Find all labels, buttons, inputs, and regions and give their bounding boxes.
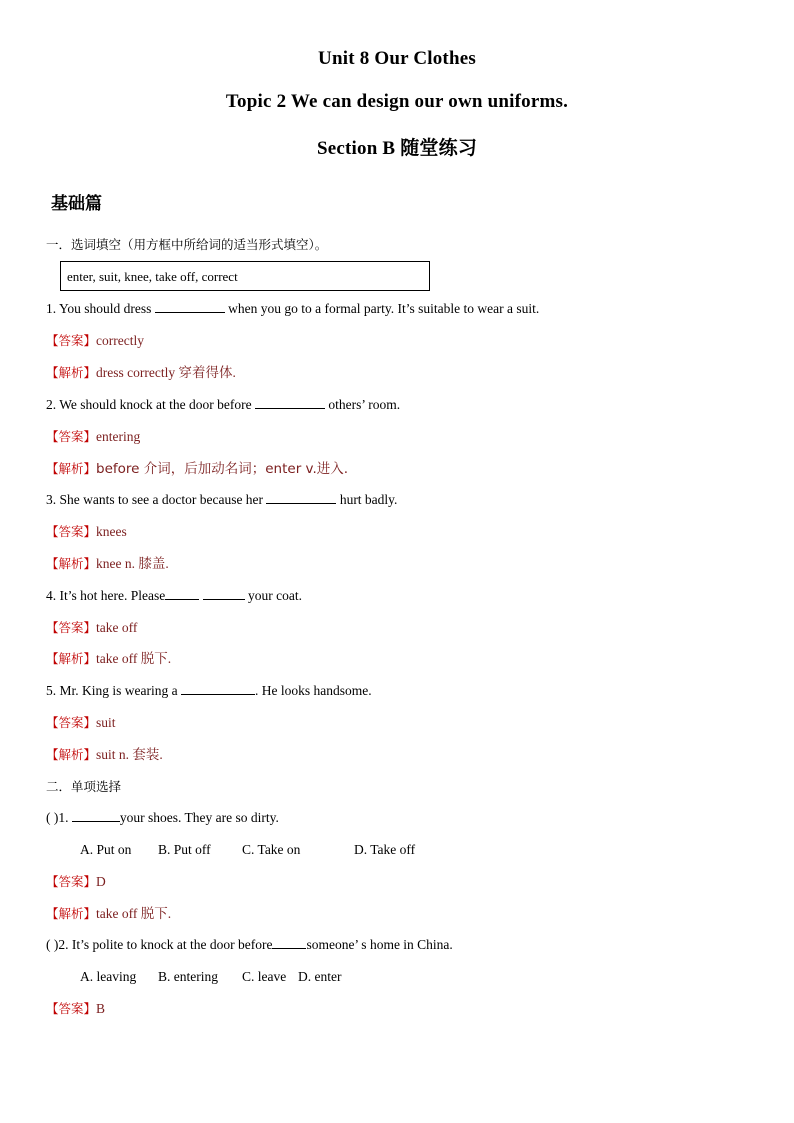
answer-blank[interactable] <box>272 936 306 949</box>
topic-title: Topic 2 We can design our own uniforms. <box>225 91 569 112</box>
answer-blank[interactable] <box>155 300 225 313</box>
analysis-tag: 【解析】 <box>46 365 97 380</box>
question-text: hurt badly. <box>336 492 398 507</box>
mc-question-2 <box>46 936 453 954</box>
analysis-tag: 【解析】 <box>46 906 97 921</box>
answer-tag: 【答案】 <box>46 429 97 444</box>
mc-question-1 <box>46 809 279 827</box>
answer-paren[interactable]: ( ) <box>46 810 59 825</box>
analysis-line <box>46 460 348 478</box>
answer-line <box>46 1000 105 1018</box>
question-4 <box>46 587 302 605</box>
answer-value: take off <box>96 620 138 635</box>
analysis-tag: 【解析】 <box>46 651 97 666</box>
question-text: 2. We should knock at the door before <box>46 397 255 412</box>
answer-blank[interactable] <box>181 682 255 695</box>
analysis-text: take off 脱下. <box>96 906 172 921</box>
answer-value: entering <box>96 429 141 444</box>
answer-line <box>46 332 144 350</box>
mc-options-2 <box>80 968 341 986</box>
part1-heading: 一．选词填空（用方框中所给词的适当形式填空）。 <box>46 237 328 252</box>
analysis-line <box>46 364 236 382</box>
option-b[interactable]: B. entering <box>158 969 218 984</box>
answer-tag: 【答案】 <box>46 333 97 348</box>
question-text: . He looks handsome. <box>254 683 372 698</box>
answer-value: suit <box>96 715 116 730</box>
answer-tag: 【答案】 <box>46 620 97 635</box>
answer-line <box>46 428 140 446</box>
option-c[interactable]: C. leave <box>242 969 287 984</box>
answer-blank[interactable] <box>72 809 120 822</box>
question-text: 4. It’s hot here. Please <box>46 588 166 603</box>
analysis-tag: 【解析】 <box>46 747 97 762</box>
analysis-text: take off 脱下. <box>96 651 172 666</box>
analysis-tag: 【解析】 <box>46 556 97 571</box>
question-1 <box>46 300 539 318</box>
analysis-text: before 介词，后加动名词；enter v.进入. <box>96 461 349 477</box>
analysis-line <box>46 650 171 668</box>
analysis-line <box>46 555 169 573</box>
answer-blank[interactable] <box>255 396 325 409</box>
answer-tag: 【答案】 <box>46 524 97 539</box>
answer-tag: 【答案】 <box>46 1001 97 1016</box>
answer-line <box>46 523 127 541</box>
answer-value: D <box>96 874 106 889</box>
option-a[interactable]: A. Put on <box>80 842 132 857</box>
answer-value: B <box>96 1001 106 1016</box>
analysis-text: knee n. 膝盖. <box>96 556 169 571</box>
analysis-line <box>46 905 171 923</box>
question-text: when you go to a formal party. It’s suitable to wear a suit. <box>224 301 540 316</box>
answer-value: correctly <box>96 333 144 348</box>
mc-options-1 <box>80 841 415 859</box>
word-box: enter, suit, knee, take off, correct <box>60 261 430 291</box>
question-text: 5. Mr. King is wearing a <box>46 683 181 698</box>
analysis-tag: 【解析】 <box>46 461 97 476</box>
question-text: someone’ s home in China. <box>306 937 453 952</box>
option-b[interactable]: B. Put off <box>158 842 211 857</box>
question-2 <box>46 396 400 414</box>
question-text: 1. <box>58 810 72 825</box>
part2-heading: 二．单项选择 <box>46 779 122 794</box>
question-text: your shoes. They are so dirty. <box>119 810 279 825</box>
analysis-text: suit n. 套装. <box>96 747 163 762</box>
question-text: 2. It’s polite to knock at the door before <box>58 937 273 952</box>
question-text: your coat. <box>244 588 302 603</box>
answer-tag: 【答案】 <box>46 874 97 889</box>
answer-tag: 【答案】 <box>46 715 97 730</box>
section-title: Section B 随堂练习 <box>316 138 478 159</box>
question-text: 3. She wants to see a doctor because her <box>46 492 267 507</box>
option-c[interactable]: C. Take on <box>242 842 301 857</box>
answer-line <box>46 873 106 891</box>
question-5 <box>46 682 372 700</box>
option-d[interactable]: D. Take off <box>354 842 416 857</box>
option-d[interactable]: D. enter <box>298 969 342 984</box>
basic-section-heading: 基础篇 <box>51 194 102 214</box>
answer-blank[interactable] <box>266 491 336 504</box>
analysis-line <box>46 746 163 764</box>
option-a[interactable]: A. leaving <box>80 969 137 984</box>
unit-title: Unit 8 Our Clothes <box>318 48 476 69</box>
question-3 <box>46 491 397 509</box>
answer-blank[interactable] <box>165 587 199 600</box>
answer-blank[interactable] <box>203 587 245 600</box>
analysis-text: dress correctly 穿着得体. <box>96 365 236 380</box>
question-text: others’ room. <box>325 397 401 412</box>
answer-line <box>46 714 116 732</box>
answer-value: knees <box>96 524 127 539</box>
answer-line <box>46 619 137 637</box>
question-text: 1. You should dress <box>46 301 155 316</box>
answer-paren[interactable]: ( ) <box>46 937 59 952</box>
